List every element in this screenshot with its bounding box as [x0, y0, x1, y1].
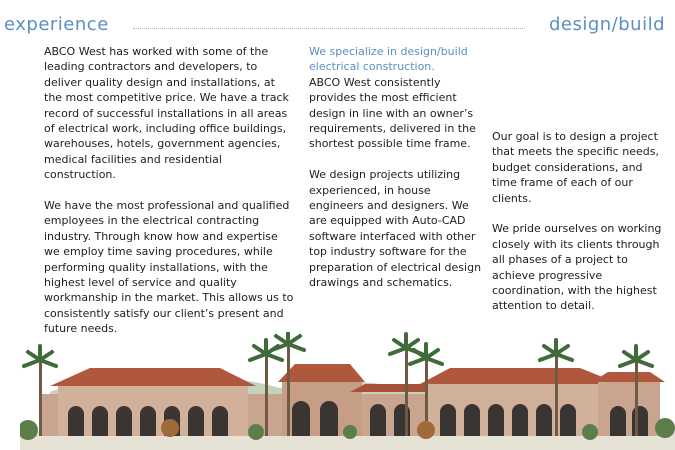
center-tower-roof: [278, 364, 365, 382]
specialize-highlight: We specialize in design/build electrical construction.: [309, 45, 468, 74]
right-end-roof: [592, 372, 665, 382]
experience-paragraph-2: We have the most professional and qualified employees in the electrical contracting industry. Through know how and expertise we employ time saving procedures, while performing quality installations, with the highest level of service and quality workmanship in the market. This allows us to consistently satisfy our client’s present and future needs.: [44, 199, 294, 336]
goals-paragraph-1: Our goal is to design a project that meets the specific needs, budget considerations, and time frame of each of our clients.: [492, 130, 659, 205]
right-end-wall: [598, 382, 660, 436]
experience-heading: experience: [4, 14, 109, 35]
design-build-column: [309, 44, 487, 290]
building-illustration: [20, 332, 675, 450]
design-build-paragraph-1: ABCO West consistently provides the most efficient design in line with an owner’s requirements, delivered in the shortest possible time frame.: [309, 75, 476, 151]
right-wing-roof: [420, 368, 620, 384]
dotted-divider: [133, 28, 525, 29]
page-header: [0, 0, 675, 40]
experience-paragraph-1: ABCO West has worked with some of the leading contractors and developers, to deliver quality design and installations, at the most competitive price. We have a track record of successful installations in all areas of electrical work, including office buildings, warehouses, hotels, government agencies, medical facilities and residential construction.: [44, 45, 289, 182]
goals-column: [492, 129, 667, 314]
design-build-paragraph-2: We design projects utilizing experienced, in house engineers and designers. We are equipped with Auto-CAD software interfaced with other top industry software for the preparation of electrical design drawings and schematics.: [309, 168, 482, 290]
experience-column: [44, 44, 296, 337]
goals-paragraph-2: We pride ourselves on working closely with its clients through all phases of a project to achieve progressive coordination, with the highest attention to detail.: [492, 222, 662, 313]
left-wing-roof: [50, 368, 256, 386]
design-build-heading: design/build: [548, 14, 665, 35]
